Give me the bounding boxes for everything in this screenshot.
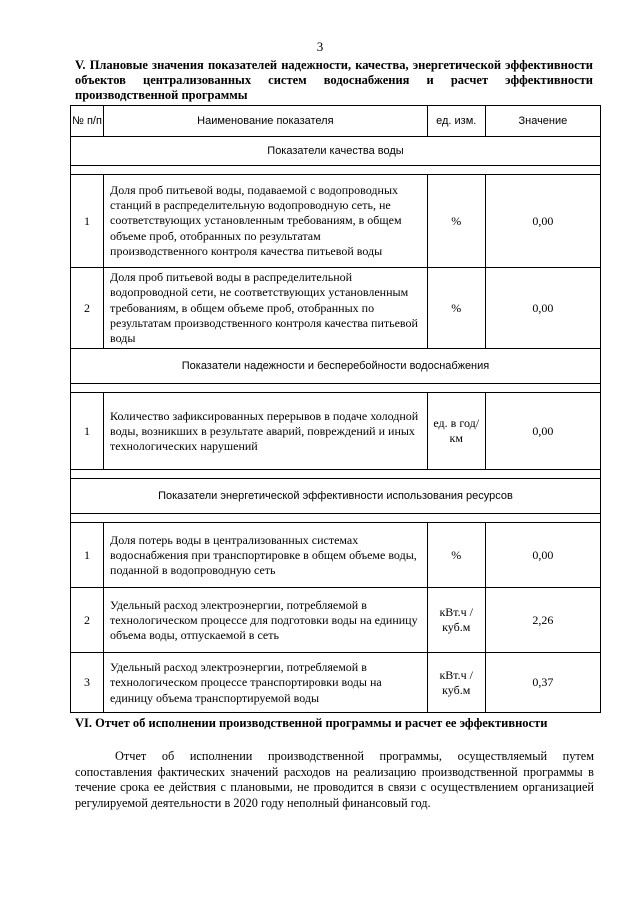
- row-num: 1: [71, 393, 104, 470]
- row-unit: ед. в год/ км: [427, 393, 485, 470]
- group-title: Показатели надежности и бесперебойности водоснабжения: [71, 349, 601, 384]
- row-name: Удельный расход электроэнергии, потребляемой в технологическом процессе транспортировки воды на единицу объема транспортируемой воды: [104, 653, 428, 713]
- row-unit: %: [427, 523, 485, 588]
- row-value: 0,37: [485, 653, 600, 713]
- row-name: Доля проб питьевой воды в распределительной водопроводной сети, не соответствующих установленным требованиям, в общем объеме проб, отобранных по результатам производственного контроля качества питьевой воды: [104, 268, 428, 349]
- indicators-table-wrapper: [70, 105, 601, 713]
- group-row-energy: [71, 479, 601, 514]
- row-unit: %: [427, 175, 485, 268]
- row-num: 3: [71, 653, 104, 713]
- table-row: [71, 588, 601, 653]
- indicators-table: [70, 105, 601, 713]
- header-name: Наименование показателя: [104, 106, 428, 137]
- row-name: Удельный расход электроэнергии, потребляемой в технологическом процессе для подготовки воды на единицу объема воды, отпускаемой в сеть: [104, 588, 428, 653]
- group-row-quality: [71, 137, 601, 166]
- header-value: Значение: [485, 106, 600, 137]
- row-value: 0,00: [485, 268, 600, 349]
- row-value: 0,00: [485, 523, 600, 588]
- row-unit: %: [427, 268, 485, 349]
- row-num: 2: [71, 588, 104, 653]
- table-row: [71, 268, 601, 349]
- table-row: [71, 523, 601, 588]
- row-value: 0,00: [485, 175, 600, 268]
- row-value: 2,26: [485, 588, 600, 653]
- group-title: Показатели качества воды: [71, 137, 601, 166]
- table-row: [71, 393, 601, 470]
- row-num: 1: [71, 175, 104, 268]
- row-unit: кВт.ч / куб.м: [427, 653, 485, 713]
- table-header-row: [71, 106, 601, 137]
- header-num: № п/п: [71, 106, 104, 137]
- row-name: Доля потерь воды в централизованных системах водоснабжения при транспортировке в общем объеме воды, поданной в водопроводную сеть: [104, 523, 428, 588]
- section-v-title: V. Плановые значения показателей надежности, качества, энергетической эффективности объектов централизованных систем водоснабжения и расчет эффективности производственной программы: [75, 58, 593, 102]
- row-num: 2: [71, 268, 104, 349]
- table-row: [71, 653, 601, 713]
- group-row-reliability: [71, 349, 601, 384]
- row-value: 0,00: [485, 393, 600, 470]
- row-unit: кВт.ч / куб.м: [427, 588, 485, 653]
- table-row: [71, 175, 601, 268]
- group-title: Показатели энергетической эффективности использования ресурсов: [71, 479, 601, 514]
- row-name: Доля проб питьевой воды, подаваемой с водопроводных станций в распределительную водопроводную сеть, не соответствующих установленным требованиям, в общем объеме проб, отобранных по результатам производственного контроля качества питьевой воды: [104, 175, 428, 268]
- page-number: 3: [316, 39, 324, 54]
- section-vi-paragraph: Отчет об исполнении производственной программы, осуществляемый путем сопоставления фактических значений расходов на реализацию производственной программы в течение срока ее действия с плановыми, не проводится в связи с осуществлением организацией регулируемой деятельности в 2020 году неполный финансовый год.: [75, 749, 594, 810]
- row-num: 1: [71, 523, 104, 588]
- row-name: Количество зафиксированных перерывов в подаче холодной воды, возникших в результате аварий, повреждений и иных технологических нарушений: [104, 393, 428, 470]
- section-vi-title: VI. Отчет об исполнении производственной программы и расчет ее эффективности: [75, 716, 548, 730]
- header-unit: ед. изм.: [427, 106, 485, 137]
